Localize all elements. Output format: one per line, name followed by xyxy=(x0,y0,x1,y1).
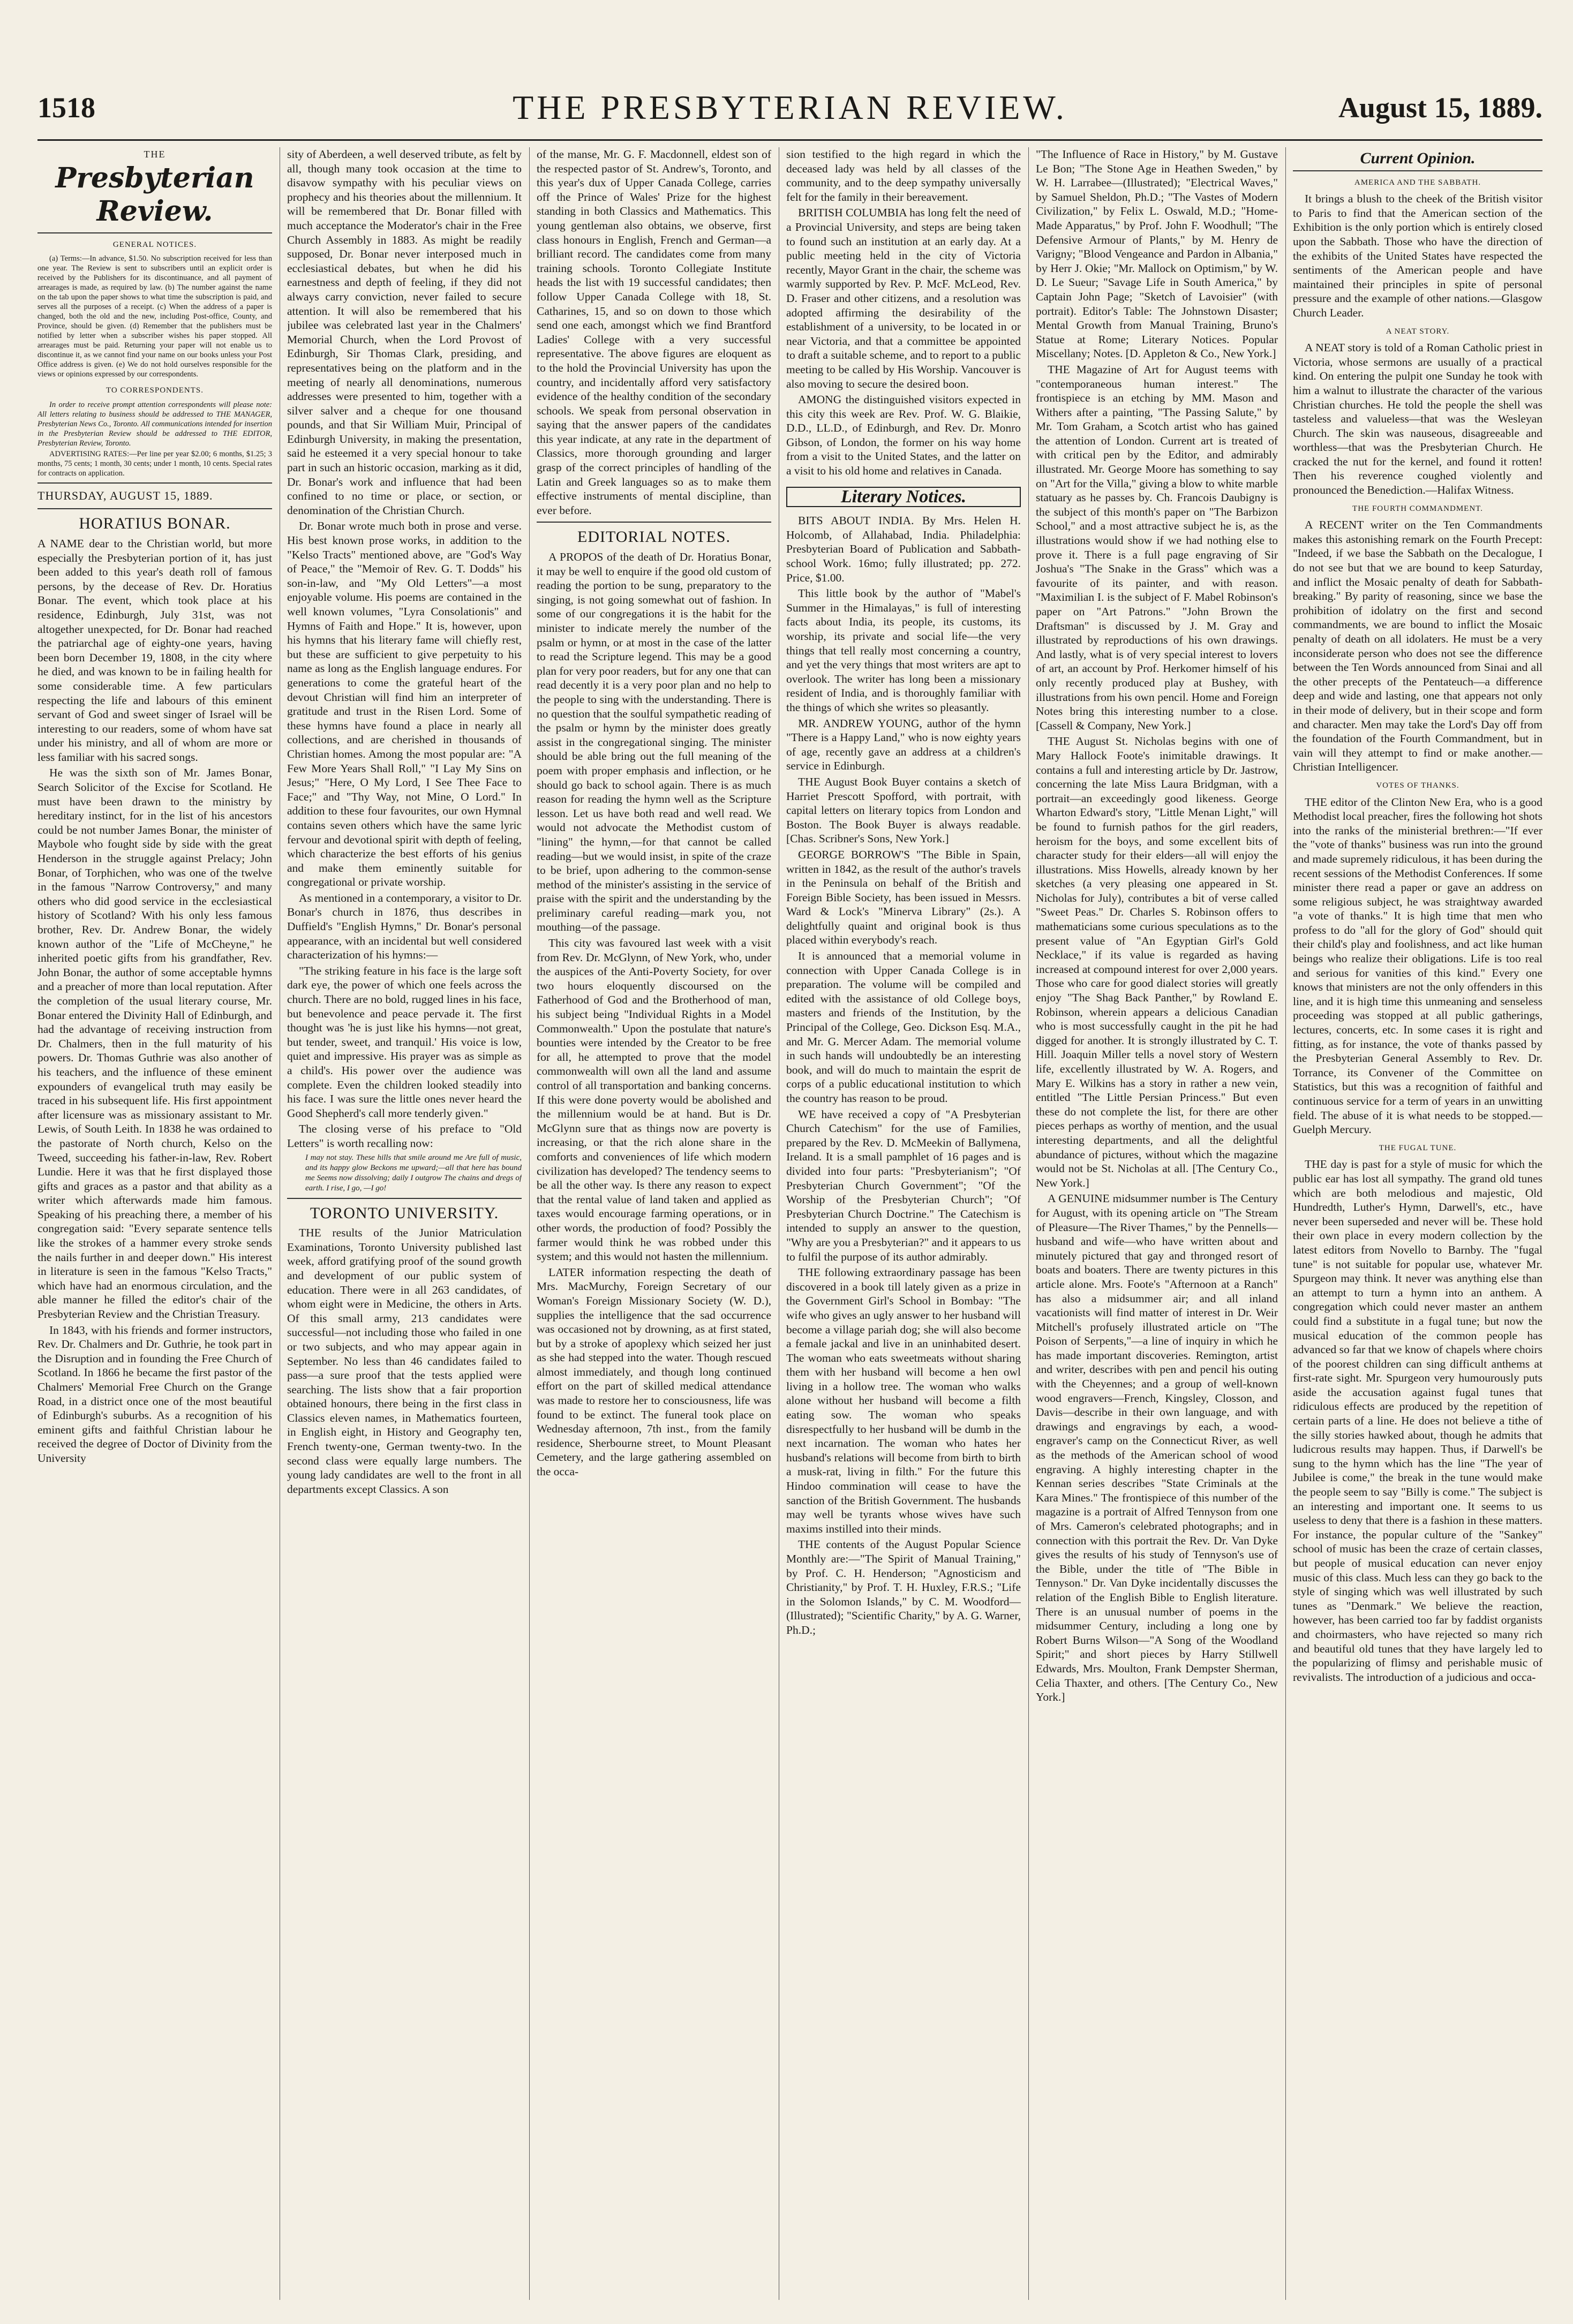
general-notices-heading: GENERAL NOTICES. xyxy=(112,240,197,249)
opinion-paragraph: It brings a blush to the cheek of the British visitor to Paris to find that the American section of the Exhibition is the only portion which is entirely closed upon the Sabbath. Those who have the direction of the exhibits of the United States have respected the sentiments of the American people and have maintained their principles in spite of personal pressure and the example of other nations.—Glasgow Church Leader. xyxy=(1293,192,1542,319)
article-title: TORONTO UNIVERSITY. xyxy=(310,1204,499,1222)
divider xyxy=(37,232,272,233)
literary-notices-heading: Literary Notices. xyxy=(786,487,1021,508)
column-rule xyxy=(529,147,530,2300)
notice-paragraph: This little book by the author of "Mabel's Summer in the Himalayas," is full of interesting facts about India, its people, its customs, its worship, its private and social life—the very things that tell really most concerning a country, and yet the very things that most writers are apt to overlook. The writer has long been a missionary resident of India, and is thoroughly familiar with the things of which she writes so pleasantly. xyxy=(786,587,1021,714)
page-date: August 15, 1889. xyxy=(1338,92,1542,124)
article-paragraph: This city was favoured last week with a visit from Rev. Dr. McGlynn, of New York, who, under the auspices of the Anti-Poverty Society, for over two hours eloquently discoursed on the Fatherhood of God and the Brotherhood of man, his subject being "Individual Rights in a Model Commonwealth." Upon the postulate that nature's bounties were intended by the Creator to be free for all, he attempted to prove that the model commonwealth will own all the land and assume control of all transportation and banking concerns. If this were done poverty would be abolished and the millennium would be at hand. But is Dr. McGlynn sure that as things now are poverty is increasing, or that the rich alone share in the comforts and conveniences of life which modern civilization has developed? The tendency seems to be all the other way. Is there any reason to expect that the rental value of land taken and applied as taxes would encourage farming operations, or in other words, the production of food? Possibly the farmer would think he was robbed under this system; and this would not hasten the millennium. xyxy=(537,937,771,1263)
article-paragraph: A NAME dear to the Christian world, but more especially the Presbyterian portion of it, has just been added to this year's death roll of famous persons, by the decease of Rev. Dr. Horatius Bonar. The event, which took place at his residence, Edinburgh, July 31st, was not altogether unexpected, for Dr. Bonar had reached the patriarchal age of eighty-one years, having been born December 19, 1808, in the city where he died, and was known to be in failing health for some considerable time. A few particulars respecting the life and labours of this eminent servant of God and sweet singer of Israel will be interesting to our readers, some of whom have sat under his ministry, and all of whom are more or less familiar with his sacred songs. xyxy=(37,537,272,764)
article-paragraph: The closing verse of his preface to "Old Letters" is worth recalling now: xyxy=(287,1122,522,1150)
column-rule xyxy=(1028,147,1029,2300)
notice-paragraph: MR. ANDREW YOUNG, author of the hymn "There is a Happy Land," who is now eighty years of age, recently gave an address at a children's service in Edinburgh. xyxy=(786,716,1021,773)
article-paragraph: A PROPOS of the death of Dr. Horatius Bonar, it may be well to enquire if the good old custom of reading the portion to be sung, preparatory to the singing, is not going somewhat out of fashion. In some of our congregations it is the habit for the minister to indicate merely the number of the psalm or hymn, or at most in the case of the latter to read the Scripture legend. This may be a good plan for very poor readers, but for any one that can read decently it is a very poor plan and no help to the people to sing with the understanding. There is no question that the soulful sympathetic reading of the psalm or hymn by the minister does greatly assist in the congregational singing. The minister should be able bring out the full meaning of the poem with proper emphasis and inflection, or he should go back to school again. There is as much reason for reading the hymn well as the Scripture lesson. Let us have both read and well read. We would not advocate the Methodist custom of "lining" the hymn,—for that cannot be called reading—but we would insist, in spite of the craze to be brief, upon adhering to the common-sense method of the minister's assisting in the service of praise with the spirit and the understanding by the preliminary careful reading—mark you, not mouthing—of the passage. xyxy=(537,550,771,934)
column-5 xyxy=(1036,147,1278,2300)
article-paragraph: LATER information respecting the death of Mrs. MacMurchy, Foreign Secretary of our Woman's Foreign Missionary Society (W. D.), supplies the intelligence that the sad occurrence was occasioned not by drowning, as at first stated, but by a stroke of apoplexy which seized her just as she had stepped into the water. Though rescued almost immediately, and though long continued effort on the part of skilled medical attendance was made to restore her to consciousness, life was found to be extinct. The funeral took place on Wednesday afternoon, 7th inst., from the family residence, Sherbourne street, to Mount Pleasant Cemetery, and the large gathering assembled on the occa- xyxy=(537,1265,771,1478)
poem: I may not stay. These hills that smile around me Are full of music, and its happy glow Beckons me upward;—all that here has bound me Seems now dissolving; daily I outgrow The chains and dregs of earth. I rise, I go, —I go! xyxy=(305,1153,522,1193)
article-paragraph: sity of Aberdeen, a well deserved tribute, as felt by all, though many took occasion at the time to disavow sympathy with his peculiar views on prophecy and his theories about the millennium. It will be remembered that Dr. Bonar filled with much acceptance the Moderator's chair in the Free Church Assembly in 1883. As might be readily supposed, Dr. Bonar never interposed much in ecclesiastical debates, but when he did his earnestness and depth of feeling, if they did not always carry conviction, never failed to secure attention. It will also be remembered that his jubilee was celebrated last year in the Chalmers' Memorial Church, when the Lord Provost of Edinburgh, Sir Thomas Clark, presiding, and representatives being on the platform and in the meeting of nearly all denominations, numerous addresses were presented to him, together with a silver salver and a cheque for one thousand pounds, and that Sir William Muir, Principal of Edinburgh University, in making the presentation, said he esteemed it a very special honour to take part in such an historic occasion, marking as it did, Dr. Bonar's work and influence that had been confined to no time or place, or section, or denomination of the Christian Church. xyxy=(287,148,522,517)
page-number: 1518 xyxy=(37,92,95,124)
column-3 xyxy=(537,147,771,2300)
general-notices-text: (a) Terms:—In advance, $1.50. No subscription received for less than one year. The Review is sent to subscribers until an explicit order is received by the Publishers for its discontinuance, and all payment of arrearages is made, as required by law. (b) The number against the name on the tab upon the paper shows to what time the subscription is paid, and serves all the purposes of a receipt. (c) When the address of a paper is changed, both the old and the new, including Post-office, County, and Province, should be given. (d) Remember that the publishers must be notified by letter when a subscriber wishes his paper stopped. All arrearages must be paid. Returning your paper will not enable us to discontinue it, as we cannot find your name on our books unless your Post Office address is given. (e) We do not hold ourselves responsible for the views or opinions expressed by our correspondents. xyxy=(37,254,272,379)
advertising-text: ADVERTISING RATES:—Per line per year $2.00; 6 months, $1.25; 3 months, 75 cents; 1 month, 30 cents; under 1 month, 10 cents. Special rates for contracts on application. xyxy=(37,449,272,478)
notice-paragraph: THE following extraordinary passage has been discovered in a book till lately given as a prize in the Government Girl's School in Bombay: "The wife who gives an ugly answer to her husband will become a village pariah dog; she will also become a female jackal and live in an uninhabited desert. The woman who eats sweetmeats without sharing them with her husband will become a hen owl living in a hollow tree. The woman who walks alone without her husband will become a filth eating sow. The woman who speaks disrespectfully to her husband will be dumb in the next incarnation. The woman who hates her husband's relations will become from birth to birth a musk-rat, living in filth." For the future this Hindoo commination will cease to have the sanction of the British Government. The husbands may well be tyrants whose wives have such maxims instilled into their minds. xyxy=(786,1266,1021,1535)
opinion-paragraph: A RECENT writer on the Ten Commandments makes this astonishing remark on the Fourth Precept: "Indeed, if we base the Sabbath on the Decalogue, I do not see but that we are bound to keep Saturday, and inflict the Mosaic penalty of death for Sabbath-breaking." By parity of reasoning, since we base the prohibition of idolatry on the first and second commandments, we are bound to inflict the Mosaic penalty of death on all idolaters. He must be a very inconsiderate person who does not see the difference between the Ten Words announced from Sinai and all the other precepts of the Pentateuch—a difference deep and wide and lasting, one that appears not only in their mode of delivery, but in their scope and form and character. Men may take the Lord's Day off from the foundation of the Fourth Commandment, but in vain will they attempt to find or make another.—Christian Intelligencer. xyxy=(1293,518,1542,774)
column-1 xyxy=(37,147,272,2300)
opinion-paragraph: THE editor of the Clinton New Era, who is a good Methodist local preacher, fires the following hot shots into the ranks of the ministerial brethren:—"If ever the "vote of thanks" business was run into the ground and made supremely ridiculous, it has been during the recent sessions of the Methodist Conferences. If some minister there read a paper or gave an address on some religious subject, he was straightway awarded "a vote of thanks." It is high time that men who profess to do "all for the glory of God" should quit their child's play and foolishness, and act like human beings who realize their obligations. Life is too real and serious for vanities of this kind." Every one knows that ministers are not the only offenders in this line, and it is high time this unmeaning and senseless proceeding was stopped at all public gatherings, lectures, concerts, etc. In some cases it is right and fitting, as for instance, the vote of thanks passed by the Presbyterian General Assembly to Rev. Dr. Torrance, its Convener of the Committee on Statistics, but this was a recognition of faithful and continuous service for a term of years in an unwitting field. The abuse of it is what needs to be stopped.—Guelph Mercury. xyxy=(1293,795,1542,1136)
column-4 xyxy=(786,147,1021,2300)
general-notices xyxy=(37,254,272,379)
article-paragraph: of the manse, Mr. G. F. Macdonnell, eldest son of the respected pastor of St. Andrew's, Toronto, and this year's dux of Upper Canada College, carries off the Prince of Wales' Prize for the highest standing in both Classics and Mathematics. This young gentleman also obtains, we observe, first class honours in English, French and German—a brilliant record. The candidates come from many training schools. Toronto Collegiate Institute heads the list with 19 successful candidates; then follow Upper Canada College with 18, St. Catharines, 15, and so on down to those which send one each, amongst which we find Brantford Ladies' College with a very successful representative. The above figures are eloquent as to the hold the Provincial University has upon the country, and incidentally afford very satisfactory evidence of the healthy condition of the secondary schools. We speak from personal observation in saying that the answer papers of the candidates this year indicate, at any rate in the department of Classics, more thorough grounding and larger grasp of the correct principles of handling of the Latin and Greek languages so as to make them effective instruments of mental discipline, than ever before. xyxy=(537,148,771,517)
notice-paragraph: THE August Book Buyer contains a sketch of Harriet Prescott Spofford, with portrait, with capital letters on literary topics from London and Boston. The Book Buyer is always readable. [Chas. Scribner's Sons, New York.] xyxy=(786,775,1021,846)
columns xyxy=(37,147,1542,2300)
divider xyxy=(37,508,272,509)
subsection-heading: AMERICA AND THE SABBATH. xyxy=(1354,178,1481,187)
notice-paragraph: A GENUINE midsummer number is The Century for August, with its opening article on "The Stream of Pleasure—The River Thames," by the Pennells—husband and wife—who have written about and minutely pictured that gay and thronged resort of boats and boaters. There are twenty pictures in this article alone. Mrs. Foote's "Afternoon at a Ranch" has also a midsummer air; and all inland vacationists will find matter of interest in Dr. Weir Mitchell's profusely illustrated article on "The Poison of Serpents,"—a line of inquiry in which he has made important discoveries. Remington, artist and writer, describes with pen and pencil his outing with the Cheyennes; and a group of well-known wood engravers—French, Kingsley, Closson, and Davis—describe in their own language, and with drawings and engravings by each, a wood-engraver's camp on the Connecticut River, as well as the methods of the American school of wood engraving. A highly interesting chapter in the Kennan series describes "State Criminals at the Kara Mines." The frontispiece of this number of the magazine is a portrait of Alfred Tennyson from one of Mrs. Cameron's celebrated photographs; and in connection with this portrait the Rev. Dr. Van Dyke gives the results of his study of Tennyson's use of the Bible, under the title of "The Bible in Tennyson." Dr. Van Dyke incidentally discusses the relation of the English Bible to English literature. There is an unusual number of poems in the midsummer Century, including a long one by Robert Burns Wilson—"A Song of the Woodland Spirit;" and short pieces by Harry Stillwell Edwards, Mrs. Moulton, Frank Dempster Sherman, Celia Thaxter, and others. [The Century Co., New York.] xyxy=(1036,1192,1278,1704)
divider xyxy=(287,1198,522,1199)
notice-paragraph: It is announced that a memorial volume in connection with Upper Canada College is in preparation. The volume will be compiled and edited with the assistance of old College boys, masters and friends of the Institution, by the Principal of the College, Geo. Dickson Esq. M.A., and Mr. G. Mercer Adam. The memorial volume in such hands will undoubtedly be an interesting book, and will do much to maintain the esprit de corps of a public educational institution to which the country has reason to be proud. xyxy=(786,949,1021,1105)
masthead xyxy=(37,147,272,228)
subsection-heading: THE FOURTH COMMANDMENT. xyxy=(1352,504,1483,513)
notice-paragraph: THE Magazine of Art for August teems with "contemporaneous human interest." The frontispiece is an etching by MM. Mason and Withers after a painting, "The Passing Salute," by Mr. Tom Graham, a Scotch artist who has gained the attention of London. Current art is treated of with critical pen by the Editor, and admirably illustrated. Mr. George Moore has something to say on "Art for the Villa," giving a blow to white marble statuary as he passes by. Ch. Francois Daubigny is the subject of this month's paper on "The Barbizon School," and a most attractive subject he is, as the illustrations would show if we had nothing else to prove it. There is a full page engraving of Sir Joshua's "The Snake in the Grass" which was a favourite of its painter, and with reason. "Maximilian I. is the subject of F. Mabel Robinson's paper on "Art Patrons." "John Brown the Draftsman" is discussed by J. M. Gray and illustrated by reproductions of his own drawings. And lastly, what is of very special interest to lovers of art, an account by Prof. Herkomer himself of his only recently produced play at Bushey, with illustrations from his own pencil. Home and Foreign Notes bring this interesting number to a close. [Cassell & Company, New York.] xyxy=(1036,363,1278,732)
subsection-heading: A NEAT STORY. xyxy=(1386,327,1450,336)
newspaper-title: THE PRESBYTERIAN REVIEW. xyxy=(513,88,1067,126)
opinion-paragraph: THE day is past for a style of music for which the public ear has lost all sympathy. The grand old tunes which are both melodious and majestic, Old Hundredth, Luther's Hymn, Darwell's, etc., have never been superseded and never will be. These hold their own place in every modern collection by the latest editors from Novello to Barnby. The "fugal tune" is not suitable for popular use, whatever Mr. Spurgeon may think. It never was anything else than an attempt to turn a hymn into an anthem. A congregation which could never master an anthem could find a substitute in a fugal tune; but now the musical education of the common people has advanced so far that we know of chapels where choirs of the poorest children can sing difficult anthems at first-rate sight. Mr. Spurgeon very humourously puts aside the accusation against fugal tunes that ridiculous effects are produced by the repetition of certain parts of a line. He does not believe a tithe of the silly stories hawked about, though he admits that ludicrous results may happen. Thus, if Darwell's be sung to the hymn which has the line "The year of Jubilee is come," the break in the tune would make the people seem to say "Billy is come." The subject is an interesting and important one. It seems to us useless to deny that there is a fashion in these matters. For instance, the popular culture of the "Sankey" school of music has been the craze of certain classes, but people of musical education can never enjoy music of this class. Much less can they go back to the style of singing which was well illustrated by such tunes as "Denmark." We believe the reaction, however, has been carried too far by faddist organists and choirmasters, who have rejected so many rich and beautiful old tunes that they have largely led to the popularizing of flimsy and perishable music of revivalists. The introduction of a judicious and occa- xyxy=(1293,1158,1542,1684)
article-paragraph: sion testified to the high regard in which the deceased lady was held by all classes of the community, and to the deep sympathy universally felt for the family in their bereavement. xyxy=(786,148,1021,203)
article-paragraph: He was the sixth son of Mr. James Bonar, Search Solicitor of the Excise for Scotland. He must have been drawn to the ministry by hereditary instinct, for in the list of his ancestors could be not number James Bonar, the minister of Maybole who fought side by side with the great Henderson in the struggle against Prelacy; John Bonar, of Torphichen, who was one of the twelve in the famous "Narrow Controversy," and many others who did good service in the ecclesiastical history of Scotland? With his only less famous brother, Rev. Dr. Andrew Bonar, the widely known author of the "Life of McCheyne," he inherited poetic gifts from his grandfather, Rev. John Bonar, the author of some acceptable hymns and a preacher of more than local reputation. After the completion of the usual literary course, Mr. Bonar entered the Divinity Hall of Edinburgh, and had the advantage of receiving instruction from Dr. Chalmers, then in the full maturity of his powers. Dr. Thomas Guthrie was also another of his teachers, and the influence of these eminent expounders of evangelical truth may easily be traced in his subsequent life. His first appointment after licensure was as missionary assistant to Mr. Lewis, of South Leith. In 1838 he was ordained to the pastorate of North church, Kelso on the Tweed, succeeding his father-in-law, Rev. Robert Lundie. Here it was that he first displayed those gifts and graces as a pastor and that ability as a writer which afterwards made him famous. Speaking of his preaching there, a member of his congregation said: "Every separate sentence tells like the strokes of a hammer every stroke sends the nails further in and deeper down." His interest in literature is seen in the famous "Kelso Tracts," which have had an enormous circulation, and the able manner he filled the editor's chair of the Presbyterian Review and the Christian Treasury. xyxy=(37,766,272,1321)
page-header xyxy=(37,80,1542,141)
article-paragraph: Dr. Bonar wrote much both in prose and verse. His best known prose works, in addition to the "Kelso Tracts" mentioned above, are "God's Way of Peace," the "Memoir of Rev. G. T. Dodds" his son-in-law, and "My Old Letters"—a most enjoyable volume. His poems are contained in the well known volumes, "Lyra Consolationis" and Hymns of Faith and Hope." It is, however, upon his hymns that his literary fame will chiefly rest, but these are sufficient to give perpetuity to his name as long as the English language endures. For generations to come the grateful heart of the devout Christian will find him an interpreter of gratitude and trust in the Risen Lord. Some of these hymns have found a place in nearly all collections, and are cherished in thousands of Christian homes. Among the most popular are: "A Few More Years Shall Roll," "I Lay My Sins on Jesus;" "Here, O My Lord, I See Thee Face to Face;" and "Thy Way, not Mine, O Lord." In addition to these four favourites, our own Hymnal contains seven others which have the same lyric fervour and devotional spirit with depth of feeling, which characterize the best efforts of his genius and make them eminently suitable for congregational or private worship. xyxy=(287,519,522,889)
correspondents-text: In order to receive prompt attention correspondents will please note: All letters relating to business should be addressed to THE MANAGER, Presbyterian News Co., Toronto. All communications intended for insertion in the Presbyterian Review should be addressed to THE EDITOR, Presbyterian Review, Toronto. xyxy=(37,400,272,448)
correspondents xyxy=(37,400,272,448)
article-paragraph: AMONG the distinguished visitors expected in this city this week are Rev. Prof. W. G. Blaikie, D.D., LL.D., of Edinburgh, and Rev. Dr. Monro Gibson, of London, the former on his way home from a visit to the United States, and the latter on a visit to his old home and relatives in Canada. xyxy=(786,393,1021,478)
advertising xyxy=(37,449,272,478)
article-paragraph: BRITISH COLUMBIA has long felt the need of a Provincial University, and steps are being taken to found such an institution at an early day. At a public meeting held in the city of Victoria recently, Mayor Grant in the chair, the scheme was warmly supported by Rev. P. McF. McLeod, Rev. D. Fraser and other citizens, and a resolution was adopted affirming the desirability of the establishment of a university, to be located in or near Victoria, and that a committee be appointed to draft a suitable scheme, and to report to a public meeting to be called by His Worship. Vancouver is also moving to secure the desired boon. xyxy=(786,206,1021,390)
column-6 xyxy=(1293,147,1542,2300)
masthead-name: Presbyterian Review. xyxy=(55,161,254,228)
subsection-heading: VOTES OF THANKS. xyxy=(1376,781,1459,790)
notice-paragraph: BITS ABOUT INDIA. By Mrs. Helen H. Holcomb, of Allahabad, India. Philadelphia: Presbyterian Board of Publication and Sabbath-school Work. 16mo; fully illustrated; pp. 272. Price, $1.00. xyxy=(786,514,1021,584)
notice-paragraph: GEORGE BORROW'S "The Bible in Spain, written in 1842, as the result of the author's travels in the Peninsula on behalf of the British and Foreign Bible Society, has been issued in Messrs. Ward & Lock's "Minerva Library" (2s.). A delightfully quaint and original book is thus placed within everybody's reach. xyxy=(786,848,1021,947)
article-paragraph: THE results of the Junior Matriculation Examinations, Toronto University published last week, afford gratifying proof of the sound growth and development of our public system of education. There were in all 263 candidates, of whom eight were in Medicine, the others in Arts. Of this small army, 213 candidates were successful—not including those who failed in one or two subjects, and who may appear again in September. No less than 46 candidates failed to pass—a sure proof that the tests applied were searching. The lists show that a fair proportion obtained honours, there being in the first class in Classics eleven names, in Mathematics fourteen, in English eight, in History and Geography ten, French twenty-one, German twenty-two. In the second class were equally large numbers. The young lady candidates are well to the front in all departments except Classics. A son xyxy=(287,1226,522,1496)
newspaper-page xyxy=(37,80,1542,2303)
divider xyxy=(1293,170,1542,171)
notice-paragraph: THE contents of the August Popular Science Monthly are:—"The Spirit of Manual Training," by Prof. C. H. Henderson; "Agnosticism and Christianity," by Prof. T. H. Huxley, F.R.S.; "Life in the Solomon Islands," by C. M. Woodford—(Illustrated); "Scientific Charity," by A. G. Warner, Ph.D.; xyxy=(786,1538,1021,1636)
correspondents-heading: TO CORRESPONDENTS. xyxy=(106,386,204,395)
notice-paragraph: WE have received a copy of "A Presbyterian Church Catechism" for the use of Families, prepared by the Rev. D. McMeekin of Ballymena, Ireland. It is a small pamphlet of 16 pages and is divided into four parts: "Presbyterianism"; "Of Presbyterian Church Government"; "Of the Worship of the Presbyterian Church"; "Of Presbyterian Church Doctrine." The Catechism is intended to supply an answer to the question, "Why are you a Presbyterian?" and it appears to us to fulfil the purpose of its author admirably. xyxy=(786,1107,1021,1263)
column-2 xyxy=(287,147,522,2300)
section-title: EDITORIAL NOTES. xyxy=(577,528,731,546)
subsection-heading: THE FUGAL TUNE. xyxy=(1379,1143,1457,1152)
column-rule xyxy=(1285,147,1286,2300)
divider xyxy=(37,482,272,484)
opinion-paragraph: A NEAT story is told of a Roman Catholic priest in Victoria, whose sermons are usually of a practical kind. On entering the pulpit one Sunday he took with him a walnut to illustrate the character of the various Christian churches. He told the people the shell was tasteless and valueless—that was the Wesleyan Church. The skin was nauseous, disagreeable and worthless—that was the Presbyterian Church. He cracked the nut for the kernel, and found it rotten! Then his reverence coughed violently and pronounced the Benediction.—Halifax Witness. xyxy=(1293,341,1542,497)
notice-paragraph: "The Influence of Race in History," by M. Gustave Le Bon; "The Stone Age in Heathen Sweden," by W. H. Larrabee—(Illustrated); "Electrical Waves," by Samuel Sheldon, Ph.D.; "The Vastes of Modern Civilization," by Felix L. Oswald, M.D.; "Home-Made Apparatus," by Prof. John F. Woodhull; "The Defensive Armour of Plants," by M. Henry de Varigny; "Blood Vengeance and Pardon in Albania," by Herr J. Okie; "Mr. Mallock on Optimism," by W. D. Le Sueur; "Savage Life in South America," by Captain John Page; "Sketch of Lavoisier" (with portrait). Editor's Table: The Johnstown Disaster; Mental Growth from Manual Training, Bruno's Statue at Rome; Literary Notices. Popular Miscellany; Notes. [D. Appleton & Co., New York.] xyxy=(1036,148,1278,360)
masthead-the: THE xyxy=(144,149,166,160)
notice-paragraph: THE August St. Nicholas begins with one of Mary Hallock Foote's inimitable drawings. It contains a full and interesting article by Dr. Jastrow, concerning the late Miss Laura Bridgman, with a portrait—an exceedingly good likeness. George Wharton Edward's story, "Little Menan Light," will be found to furnish pathos for the girl readers, heroism for the boys, and some excellent bits of character study for their elders—all will enjoy the illustrations. Miss Howells, already known by her sketches (a very pleasing one appeared in St. Nicholas for July), contributes a bit of verse called "Sweet Peas." Dr. Charles S. Robinson offers to mathematicians some curious speculations as to the present value of "An Egyptian Girl's Gold Necklace," if its value is regarded as having increased at compound interest for over 2,000 years. Those who care for good dialect stories will greatly enjoy "The Shag Back Panther," by Rowland E. Robinson, wherein appears a delicious Canadian who is most successfully caught in the pit he had digged for another. It is strongly illustrated by C. T. Hill. Joaquin Miller tells a novel story of Western life, excellently illustrated by W. A. Rogers, and Mary E. Wilkins has a story in rather a new vein, entitled "The Little Persian Princess." But even these do not complete the list, for there are other pieces perhaps as worthy of mention, and the usual interesting departments, and all the delightful abundance of pictures, without which the magazine would not be St. Nicholas at all. [The Century Co., New York.] xyxy=(1036,735,1278,1189)
article-title: HORATIUS BONAR. xyxy=(79,515,231,533)
current-opinion-heading: Current Opinion. xyxy=(1360,149,1476,167)
article-paragraph: In 1843, with his friends and former instructors, Rev. Dr. Chalmers and Dr. Guthrie, he took part in the Disruption and in founding the Free Church of Scotland. In 1866 he became the first pastor of the Chalmers' Memorial Free Church on the Grange Road, in a district once one of the most beautiful of Edinburgh's suburbs. As a recognition of his eminent gifts and faithful Christian labour he received the degree of Doctor of Divinity from the University xyxy=(37,1323,272,1465)
issue-date: THURSDAY, AUGUST 15, 1889. xyxy=(37,488,213,502)
article-paragraph: As mentioned in a contemporary, a visitor to Dr. Bonar's church in 1876, thus describes in Duffield's "English Hymns," Dr. Bonar's personal appearance, with an incidental but well considered characterization of his hymns:— xyxy=(287,891,522,962)
divider xyxy=(537,522,771,523)
article-quote: "The striking feature in his face is the large soft dark eye, the power of which one feels across the church. There are no bold, rugged lines in his face, but benevolence and peace pervade it. The first thought was 'he is just like his hymns—not great, but tender, sweet, and tranquil.' His voice is low, quiet and impressive. His prayer was as simple as a child's. His power over the audience was complete. Even the children looked steadily into his face. I was sure the little ones never heard the Good Shepherd's call more tenderly given." xyxy=(287,964,522,1120)
